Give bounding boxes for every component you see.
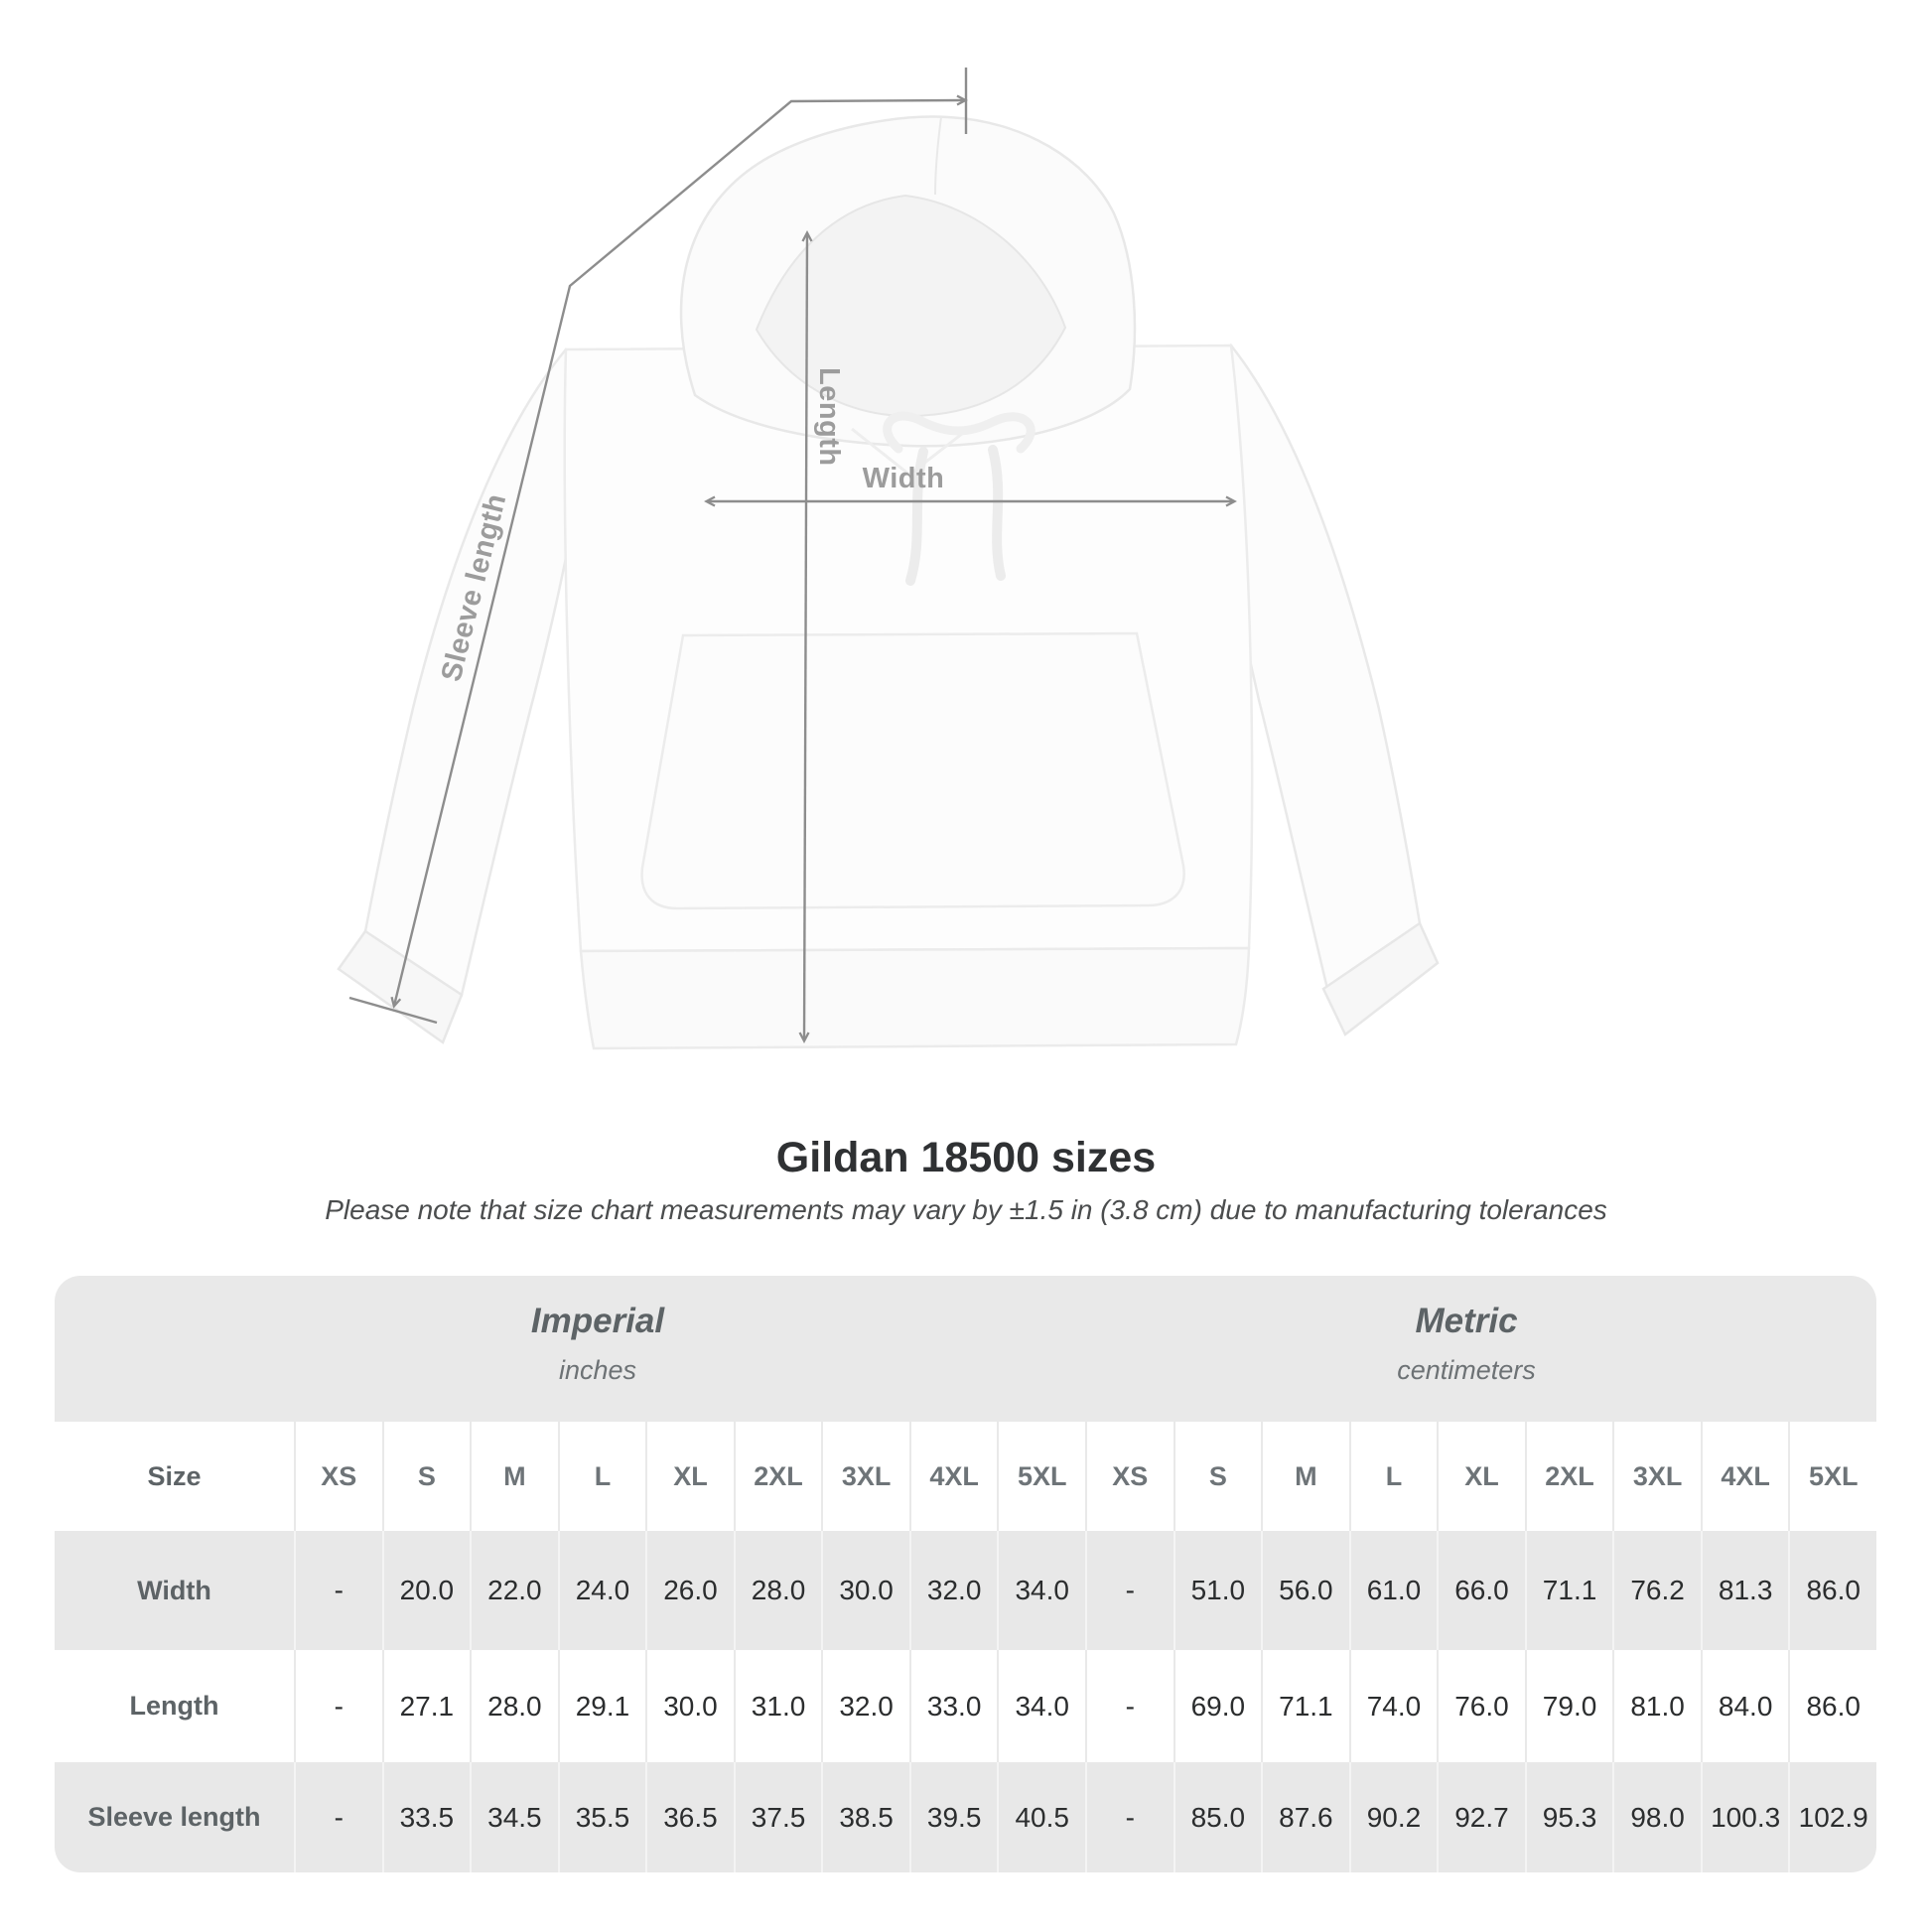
table-cell: - (294, 1650, 382, 1762)
table-cell: 26.0 (645, 1531, 734, 1650)
size-header: 2XL (734, 1422, 822, 1531)
hem-band (581, 948, 1249, 1048)
size-header: XL (645, 1422, 734, 1531)
page-title: Gildan 18500 sizes (775, 1134, 1157, 1181)
size-header: L (558, 1422, 646, 1531)
table-cell: - (294, 1531, 382, 1650)
size-header: 4XL (909, 1422, 998, 1531)
table-cell: 81.0 (1612, 1650, 1701, 1762)
size-header: 3XL (821, 1422, 909, 1531)
table-cell: 35.5 (558, 1762, 646, 1872)
size-header: XL (1437, 1422, 1525, 1531)
table-cell: 30.0 (645, 1650, 734, 1762)
table-cell: 33.5 (382, 1762, 471, 1872)
table-cell: 40.5 (997, 1762, 1085, 1872)
size-header: L (1349, 1422, 1438, 1531)
drawstring-right (993, 450, 1001, 576)
table-cell: 100.3 (1701, 1762, 1789, 1872)
size-chart-card (55, 1276, 1876, 1872)
length-measure-label: Length (813, 367, 845, 467)
table-cell: 87.6 (1261, 1762, 1349, 1872)
table-cell: 20.0 (382, 1531, 471, 1650)
table-cell: 69.0 (1173, 1650, 1262, 1762)
width-measure-label: Width (862, 463, 945, 494)
sleeve-length-measure-label: Sleeve length (435, 490, 513, 685)
table-cell: 28.0 (470, 1650, 558, 1762)
table-cell: 85.0 (1173, 1762, 1262, 1872)
table-cell: 28.0 (734, 1531, 822, 1650)
table-cell: 56.0 (1261, 1531, 1349, 1650)
imperial-subheading: inches (558, 1355, 637, 1385)
table-cell: 36.5 (645, 1762, 734, 1872)
size-header-row (55, 1422, 1876, 1531)
table-cell: 34.0 (997, 1650, 1085, 1762)
table-cell: 37.5 (734, 1762, 822, 1872)
table-cell: 98.0 (1612, 1762, 1701, 1872)
imperial-heading: Imperial (530, 1302, 665, 1340)
imperial-heading-group (300, 1276, 896, 1386)
size-header: M (1261, 1422, 1349, 1531)
table-cell: 86.0 (1788, 1650, 1876, 1762)
table-cell: 61.0 (1349, 1531, 1438, 1650)
table-cell: 86.0 (1788, 1531, 1876, 1650)
table-cell: 33.0 (909, 1650, 998, 1762)
size-header: XS (294, 1422, 382, 1531)
sleeve-length-row (55, 1762, 1876, 1872)
table-cell: - (1085, 1650, 1173, 1762)
row-label: Sleeve length (87, 1802, 261, 1832)
table-cell: 32.0 (909, 1531, 998, 1650)
table-cell: 32.0 (821, 1650, 909, 1762)
size-header: 5XL (997, 1422, 1085, 1531)
size-header: S (1173, 1422, 1262, 1531)
metric-heading: Metric (1415, 1302, 1518, 1340)
table-cell: 95.3 (1525, 1762, 1613, 1872)
table-cell: 71.1 (1261, 1650, 1349, 1762)
size-header: 4XL (1701, 1422, 1789, 1531)
table-cell: 29.1 (558, 1650, 646, 1762)
table-cell: 34.0 (997, 1531, 1085, 1650)
row-label: Width (137, 1575, 211, 1605)
units-band (55, 1276, 1876, 1422)
table-cell: 39.5 (909, 1762, 998, 1872)
size-header: 5XL (1788, 1422, 1876, 1531)
table-cell: 90.2 (1349, 1762, 1438, 1872)
table-cell: 92.7 (1437, 1762, 1525, 1872)
metric-subheading: centimeters (1397, 1355, 1536, 1385)
metric-heading-group (1169, 1276, 1764, 1386)
table-cell: 81.3 (1701, 1531, 1789, 1650)
row-label: Length (129, 1691, 219, 1721)
size-header: XS (1085, 1422, 1173, 1531)
size-header: 2XL (1525, 1422, 1613, 1531)
table-cell: 38.5 (821, 1762, 909, 1872)
table-cell: 31.0 (734, 1650, 822, 1762)
table-cell: - (294, 1762, 382, 1872)
table-cell: 76.2 (1612, 1531, 1701, 1650)
table-cell: - (1085, 1531, 1173, 1650)
kangaroo-pocket (642, 633, 1184, 908)
table-cell: 30.0 (821, 1531, 909, 1650)
table-cell: 74.0 (1349, 1650, 1438, 1762)
table-cell: 102.9 (1788, 1762, 1876, 1872)
table-cell: 24.0 (558, 1531, 646, 1650)
width-row (55, 1531, 1876, 1650)
table-cell: 71.1 (1525, 1531, 1613, 1650)
size-header: S (382, 1422, 471, 1531)
tolerance-note: Please note that size chart measurements may vary by ±1.5 in (3.8 cm) due to manufacturing tolerances (325, 1194, 1607, 1225)
size-header: 3XL (1612, 1422, 1701, 1531)
table-cell: 27.1 (382, 1650, 471, 1762)
table-cell: - (1085, 1762, 1173, 1872)
table-cell: 76.0 (1437, 1650, 1525, 1762)
length-row (55, 1650, 1876, 1762)
table-cell: 34.5 (470, 1762, 558, 1872)
table-cell: 66.0 (1437, 1531, 1525, 1650)
table-cell: 22.0 (470, 1531, 558, 1650)
table-cell: 84.0 (1701, 1650, 1789, 1762)
size-header: M (470, 1422, 558, 1531)
table-cell: 51.0 (1173, 1531, 1262, 1650)
size-column-header: Size (147, 1460, 202, 1491)
table-cell: 79.0 (1525, 1650, 1613, 1762)
